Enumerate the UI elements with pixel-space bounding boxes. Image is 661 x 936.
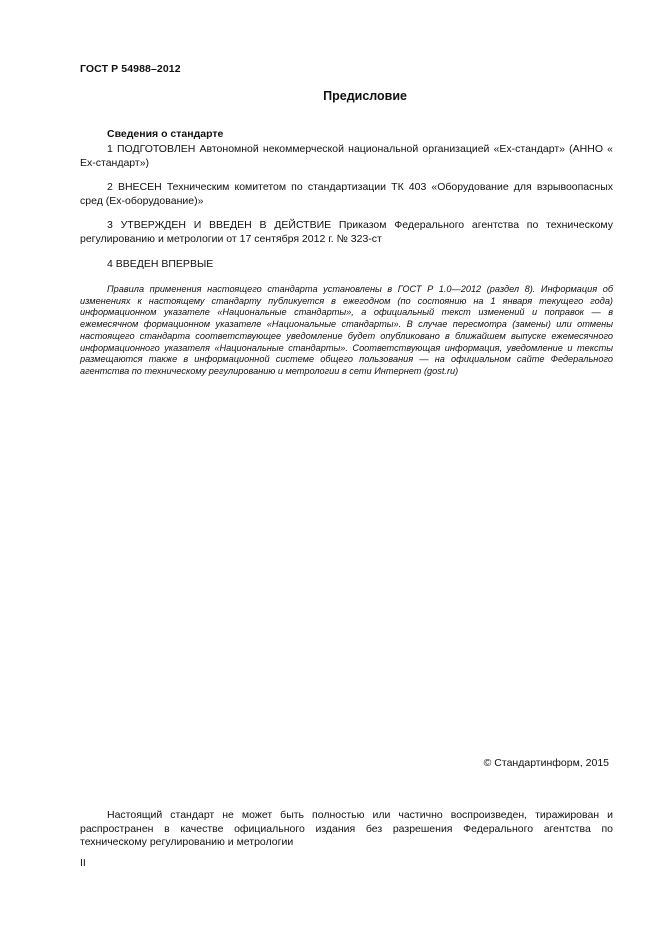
info-item-introduced: 4 ВВЕДЕН ВПЕРВЫЕ	[107, 258, 214, 270]
copyright-notice: © Стандартинформ, 2015	[483, 757, 609, 769]
info-item-approved: 3 УТВЕРЖДЕН И ВВЕДЕН В ДЕЙСТВИЕ Приказом Федерального агентства по техническому регулированию и метрологии от 17 сентября 2012 г. № 323-ст	[80, 219, 613, 245]
reproduction-notice: Настоящий стандарт не может быть полностью или частично воспроизведен, тиражирован и распространен в качестве официального издания без разрешения Федерального агентства по техническому регулированию и метрологии	[80, 809, 613, 848]
info-item-prepared: 1 ПОДГОТОВЛЕН Автономной некоммерческой национальной организацией «Ех-стандарт» (АННО « Ех-стандарт»)	[80, 143, 613, 169]
standard-code-header: ГОСТ Р 54988–2012	[80, 63, 181, 75]
standard-info-heading: Сведения о стандарте	[107, 128, 224, 140]
page-number: II	[80, 857, 86, 869]
info-item-submitted: 2 ВНЕСЕН Техническим комитетом по стандартизации ТК 403 «Оборудование для взрывоопасных сред (Ех-оборудование)»	[80, 181, 613, 207]
page-title: Предисловие	[323, 89, 407, 103]
application-rules-note: Правила применения настоящего стандарта установлены в ГОСТ Р 1.0—2012 (раздел 8). Информация об изменениях к настоящему стандарту публикуется в ежегодном (по состоянию на 1 января текущего года) информационном указателе «Национальные стандарты», а официальный текст изменений и поправок — в ежемесячном формационном указателе «Национальные стандарты». В случае пересмотра (замены) или отмены настоящего стандарта соответствующее уведомление будет опубликовано в ближайшем выпуске ежемесячного информационного указателя «Национальные стандарты». Соответствующая информация, уведомление и тексты размещаются также в информационной системе общего пользования — на официальном сайте Федерального агентства по техническому регулированию и метрологии в сети Интернет (gost.ru)	[80, 284, 613, 376]
